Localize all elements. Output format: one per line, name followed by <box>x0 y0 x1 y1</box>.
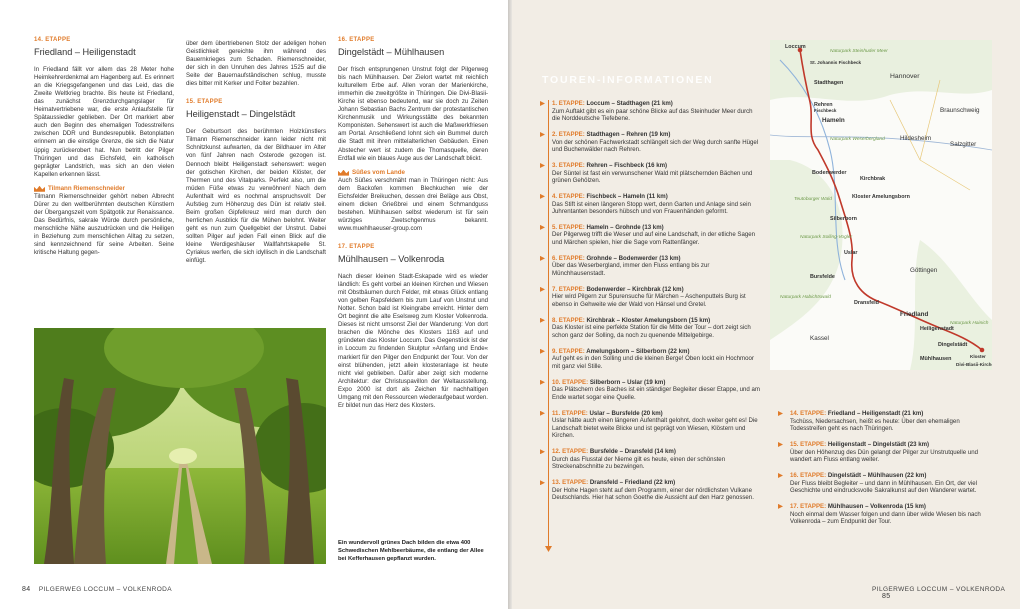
left-page <box>0 0 508 609</box>
stage-item-route: Grohnde – Bodenwerder (13 km) <box>586 254 681 262</box>
running-title: PILGERWEG LOCCUM – VOLKENRODA <box>38 586 173 593</box>
stage-item-route: Silberborn – Uslar (19 km) <box>589 378 666 386</box>
stage-bullet-icon <box>540 256 545 261</box>
svg-text:Kirchbrak: Kirchbrak <box>860 176 886 182</box>
stage-item-label: 8. ETAPPE: <box>552 316 585 324</box>
svg-text:Mühlhausen: Mühlhausen <box>920 356 952 362</box>
column-1 <box>34 36 174 257</box>
body-text-continued: über dem übertriebenen Stolz der adeligen hohen Geistlichkeit gereichte ihm während des Bauernkrieges zum Schaden. Riemenschneider, der sich in den Unruhen des Jahres 1525 auf die Seite der Bauernaufständischen schlug, musste dies bitter mit Kerker und Folter bezahlen. <box>186 40 326 88</box>
stage-item-text: Von der schönen Fachwerkstadt schlängelt sich der Weg durch sanfte Hügel und Buchenwälder nach Rehren. <box>552 138 759 154</box>
stage-item-text: Das Stift ist einen längeren Stopp wert, denn Garten und Anlage sind sein Juhrentanten besonders hübsch und von Frauenhänden geformt. <box>552 200 751 216</box>
stage-item-route: Fischbeck – Hameln (11 km) <box>586 192 668 200</box>
photo-caption: Ein wundervoll grünes Dach bilden die etwa 400 Schwedischen Mehlbeerbäume, die entlang der Allee bei Kefferhausen gepflanzt wurden. <box>338 540 484 562</box>
tree-alley-photo <box>34 328 326 564</box>
stage-item-title <box>552 193 760 201</box>
stage-item-route: Stadthagen – Rehren (19 km) <box>586 130 671 138</box>
stage-item-text: Über den Höhenzug des Dün gelangt der Pilger zur Unstrutquelle und wandert am Fluss entlang weiter. <box>790 448 979 464</box>
stage-number: 16. ETAPPE <box>338 37 375 43</box>
stage-bullet-icon <box>540 349 545 354</box>
stage-item <box>542 193 760 216</box>
stage-number: 17. ETAPPE <box>338 243 375 250</box>
body-text: Nach dieser kleinen Stadt-Eskapade wird es wieder ländlich: Es geht vorbei an kleinen Kirchen und Wiesen mit Obstbäumen durch Felder, mit etwas Glück entlang von gelben Rapsfeldern bis zum Lauf von Unstrut und Notter. Schon bald ist Kleingrabe erreicht. Hinter dem Ort beginnt die alte Eselsweg zum Kloster Volkenroda. Dieses ist nicht umsonst Ziel der Wanderung: Von dort brachen die Mönche des Klosters 1163 auf und gründeten das Kloster Loccum. Das Gegenstück ist der in Loccum zu findenden Skulptur »Anfang und Ende« markiert für den Pilger den Endpunkt der Tour. Von der einst blühenden, jetzt allein klosteranlage ist heute nicht viel geblieben. Dafür aber zeigt sich moderne Architektur: der Christuspavillon der Weltausstellung. Expo 2000 ist dort als Zeichen für nachhaltigen Umgang mit den Ressourcen wiederaufgebaut worden. Er bildet nun das Herz des Klosters. <box>338 273 488 409</box>
stage-item-route: Mühlhausen – Volkenroda (15 km) <box>827 502 926 510</box>
column-2 <box>186 40 326 265</box>
stage-item-text: Zum Auftakt gibt es ein paar schöne Blicke auf das Steinhuder Meer durch die Norddeutsche Tiefebene. <box>552 107 753 123</box>
stage-item-title <box>552 479 760 487</box>
stage-item <box>542 348 760 371</box>
stage-item-route: Hameln – Grohnde (13 km) <box>586 223 664 231</box>
stage-item <box>542 317 760 340</box>
stage-item-label: 13. ETAPPE: <box>552 479 589 487</box>
stage-item-route: Uslar – Bursfelde (20 km) <box>589 409 663 417</box>
svg-text:Bodenwerder: Bodenwerder <box>812 170 847 176</box>
stage-item-label: 16. ETAPPE: <box>790 471 827 479</box>
stage-bullet-icon <box>778 442 783 447</box>
stage-item-title <box>790 472 990 480</box>
stage-item <box>542 379 760 402</box>
stage-item <box>780 410 990 433</box>
stage-item-label: 11. ETAPPE: <box>552 409 588 417</box>
stage-bullet-icon <box>540 194 545 199</box>
map-label-loccum: Loccum <box>785 44 806 50</box>
stage-item-label: 12. ETAPPE: <box>552 448 589 456</box>
stage-item-title <box>790 410 990 418</box>
stage-bullet-icon <box>540 132 545 137</box>
crown-icon <box>34 186 45 192</box>
stage-item-route: Bodenwerder – Kirchbrak (12 km) <box>586 285 684 293</box>
stage-item <box>542 255 760 278</box>
stage-item <box>542 448 760 471</box>
stage-item-text: Hier wird Pilgern zur Spurensuche für Märchen – Aschenputtels Burg ist ebenso in Gehweite wie der Wald von Hänsel und Gretel. <box>552 293 746 308</box>
map-end-point <box>980 348 985 353</box>
stage-item-title <box>790 503 990 511</box>
svg-text:Dingelstädt: Dingelstädt <box>938 342 968 348</box>
page-number: 85 <box>882 593 891 600</box>
stage-title: Dingelstädt – Mühlhausen <box>338 47 445 58</box>
stage-item-title <box>552 348 760 356</box>
stage-item-label: 9. ETAPPE: <box>552 347 585 355</box>
svg-text:Naturpark Solling-Vogler: Naturpark Solling-Vogler <box>800 235 853 240</box>
stage-bullet-icon <box>540 480 545 485</box>
stage-item <box>542 479 760 502</box>
svg-text:Friedland: Friedland <box>900 311 929 318</box>
svg-text:St. Johannis Fischbeck: St. Johannis Fischbeck <box>810 60 862 65</box>
sub-heading-label: Süßes vom Lande <box>352 168 405 176</box>
svg-text:Kloster: Kloster <box>970 354 986 359</box>
stage-item <box>542 410 760 440</box>
stage-bullet-icon <box>540 163 545 168</box>
stage-item-label: 15. ETAPPE: <box>790 440 827 448</box>
stage-item-title <box>552 410 760 418</box>
stage-title: Heiligenstadt – Dingelstädt <box>186 109 296 120</box>
svg-text:Heiligenstadt: Heiligenstadt <box>920 326 954 332</box>
stage-item <box>542 100 760 123</box>
stage-item <box>780 503 990 526</box>
svg-text:Dransfeld: Dransfeld <box>854 300 879 306</box>
stage-item <box>542 286 760 309</box>
stage-item-label: 2. ETAPPE: <box>552 130 585 138</box>
stage-bullet-icon <box>540 318 545 323</box>
stage-item-title <box>552 162 760 170</box>
stage-item-text: Tschüss, Niedersachsen, heißt es heute: Über den ehemaligen Todesstreifen geht es nach Thüringen. <box>790 417 960 433</box>
stage-item-text: Noch einmal dem Wasser folgen und dann über wilde Wiesen bis nach Volkenroda – zum Endpunkt der Tour. <box>790 510 981 526</box>
page-number: 84 <box>22 586 31 593</box>
folio <box>22 586 172 593</box>
svg-text:Hannover: Hannover <box>890 73 920 80</box>
svg-text:Salzgitter: Salzgitter <box>950 141 977 148</box>
body-text: Der Geburtsort des berühmten Holzkünstlers Tilmann Riemenschneider kann leider nicht mit Schnitzkunst aufwarten, da der Bildhauer im Alter von fünf Jahren nach Osterode gezogen ist. Dennoch bleibt Heiligenstadt sehenswert: wegen der gotischen Kirchen, der beiden Klöster, der Thermen und des Vitalparks. Perfekt also, um die müden Füße etwas zu verwöhnen! Nach dem Aufenthalt wird es nochmal anspruchsvoll: Der Aufstieg zum Höhenzug des Dün ist relativ steil. Beim großen Gipfelkreuz wird man durch den herrlichen Ausblick für die Mühen belohnt. Weiter geht es nun zum Quellgebiet der Unstrut. Dabei sollten Pilger auf jeden Fall einen Blick auf die kleine Werdigeshäuser Wallfahrtskapelle St. Cyriakus werfen, die sich idyllisch in die Landschaft einfügt. <box>186 128 326 265</box>
stage-item-text: Der Pilgerweg trifft die Weser und auf eine Landschaft, in der etliche Sagen und Märchen spielen, hier die Sage vom Rattenfänger. <box>552 231 756 247</box>
svg-text:Bursfelde: Bursfelde <box>810 274 835 280</box>
stage-item <box>542 224 760 247</box>
stage-item-label: 1. ETAPPE: <box>552 100 585 107</box>
stage-number: 14. ETAPPE <box>34 37 71 43</box>
stage-item-route: Heiligenstadt – Dingelstädt (23 km) <box>827 440 930 448</box>
stage-item-route: Kirchbrak – Kloster Amelungsborn (15 km) <box>586 316 711 324</box>
crown-icon <box>338 170 349 176</box>
stage-item-label: 10. ETAPPE: <box>552 378 589 386</box>
stage-item-text: Auf geht es in den Solling und die kleinen Berge! Oben lockt ein Hochmoor mit ganz viel Stille. <box>552 355 754 370</box>
stage-item-text: Der Hohe Hagen steht auf dem Programm, einer der nördlichsten Vulkane Deutschlands. Hier hat schon Goethe die Aussicht auf den Harz genossen. <box>552 486 754 502</box>
stage-item-route: Dingelstädt – Mühlhausen (22 km) <box>827 471 927 479</box>
stage-item <box>542 131 760 154</box>
stage-item-route: Amelungsborn – Silberborn (22 km) <box>586 347 690 355</box>
svg-text:Naturpark Habichtswald: Naturpark Habichtswald <box>780 295 831 300</box>
body-text: In Friedland fällt vor allem das 28 Meter hohe Heimkehrerdenkmal am Hagenberg auf. Es erinnert an die Kriegsgefangenen und das Leid, das die Zweite Weltkrieg brachte. Bis heute ist Friedland, das zunächst Grenzdurchgangslager für Heimatvertriebene war, die erste Anlaufstelle für Spätaussiedler geblieben. Der Ort markiert aber auch den Beginn des ehemaligen Todesstreifens zwischen DDR und Bundesrepublik. Betonplatten erinnern an die einstige Grenze, die sich die Natur üppig zurückerobert hat. Nun betritt der Pilger Thüringen und das Eichsfeld, ein katholisch geprägter Landstrich, was sich an den vielen Kapellen erkennen lässt. <box>34 66 174 178</box>
stage-item-label: 4. ETAPPE: <box>552 192 585 200</box>
svg-text:Rehren: Rehren <box>814 102 833 108</box>
svg-text:Stadthagen: Stadthagen <box>814 80 844 86</box>
stage-item-text: Der Fluss bleibt Begleiter – und dann in Mühlhausen. Ein Ort, der viel Geschichte und eindrucksvolle Sakralkunst auf den Wanderer wartet. <box>790 479 977 495</box>
svg-text:Uslar: Uslar <box>844 250 858 256</box>
column-3 <box>338 36 488 410</box>
stage-item-title <box>552 317 760 325</box>
stage-item-title <box>552 379 760 387</box>
stage-bullet-icon <box>540 225 545 230</box>
svg-text:Silberborn: Silberborn <box>830 216 857 222</box>
stage-item-title <box>552 448 760 456</box>
stage-item-text: Das Kloster ist eine perfekte Station für die Mitte der Tour – dort zeigt sich schon ganz der Solling, da noch zu quenende Mittelgebirge. <box>552 324 751 339</box>
stage-item-label: 3. ETAPPE: <box>552 161 585 169</box>
stage-item-label: 6. ETAPPE: <box>552 254 585 262</box>
stage-item-route: Rehren – Fischbeck (16 km) <box>586 161 668 169</box>
stage-item-text: Der Süntel ist fast ein verwunschener Wald mit plätschernden Bächen und grünen Gehölzen. <box>552 169 753 185</box>
running-title: PILGERWEG LOCCUM – VOLKENRODA <box>872 586 1005 593</box>
stage-bullet-icon <box>540 411 545 416</box>
stage-list-1 <box>542 100 760 510</box>
sub-heading <box>338 169 488 177</box>
svg-text:Teutoburger Wald: Teutoburger Wald <box>794 197 832 202</box>
stage-item-text: Das Plätschern des Baches ist ein ständiger Begleiter dieser Etappe, und am Ende wartet sogar eine Quelle. <box>552 386 760 401</box>
stage-item <box>780 441 990 464</box>
folio <box>872 586 1020 600</box>
svg-text:Göttingen: Göttingen <box>910 267 938 274</box>
stage-bullet-icon <box>778 411 783 416</box>
stage-item-text: Durch das Flusstal der Nieme gilt es heute, einen der schönsten Streckenabschnitte zu bezwingen. <box>552 455 726 471</box>
sub-heading <box>34 185 174 193</box>
stage-item-text: Über das Weserbergland, immer den Fluss entlang bis zur Münchhausenstadt. <box>552 262 710 278</box>
tour-info-heading: TOUREN-INFORMATIONEN <box>542 74 714 86</box>
svg-text:Kassel: Kassel <box>810 335 829 342</box>
stage-bullet-icon <box>540 380 545 385</box>
stage-item-text: Uslar hätte auch einen längeren Aufenthalt gelohnt, doch weiter geht es! Die Landschaft bietet weite Blicke und ist geprägt von Wiesen, Klöstern und Kirchen. <box>552 417 758 440</box>
stage-bullet-icon <box>778 473 783 478</box>
stage-item-label: 14. ETAPPE: <box>790 410 827 417</box>
svg-text:Naturpark Hainich: Naturpark Hainich <box>950 321 989 326</box>
svg-text:Kloster Amelungsborn: Kloster Amelungsborn <box>852 194 910 200</box>
route-map <box>770 40 992 370</box>
svg-text:Hameln: Hameln <box>822 117 845 124</box>
svg-text:Braunschweig: Braunschweig <box>940 107 980 114</box>
stage-item-title <box>552 224 760 232</box>
stage-item-route: Loccum – Stadthagen (21 km) <box>586 100 673 107</box>
stage-item-label: 5. ETAPPE: <box>552 223 585 231</box>
stage-item-route: Dransfeld – Friedland (22 km) <box>589 479 676 487</box>
stage-bullet-icon <box>540 449 545 454</box>
stage-number: 15. ETAPPE <box>186 99 223 106</box>
stage-item-title <box>552 100 760 108</box>
svg-text:Naturpark Weserbergland: Naturpark Weserbergland <box>830 137 885 142</box>
stage-bullet-icon <box>778 504 783 509</box>
stage-title: Friedland – Heiligenstadt <box>34 47 136 58</box>
stage-item-label: 7. ETAPPE: <box>552 285 585 293</box>
stage-list-2 <box>780 410 990 534</box>
sub-body-text: Tilmann Riemenschneider gehört neben Albrecht Dürer zu den weltberühmten deutschen Künstlern der Übergangszeit vom Spätgotik zur Renaissance. Das Bedürfnis, sakrale Würde durch persönliche, menschliche Nähe auszudrücken und die Heiligen in Beziehung zum menschlichen Alltag zu setzen, sind kennzeichnend für seine Arbeiten. Seine kritische Haltung gegen- <box>34 192 174 257</box>
body-text: Der frisch entsprungenen Unstrut folgt der Pilgerweg bis nach Mühlhausen. Der Zielort wartet mit reichlich kulturellem Erbe auf. Allen voran der Marienkirche, immerhin die zweitgrößte in Thüringen. Die Divi-Blasii-Kirche ist ebenso bedeutend, war sie doch zu Zeiten Johann Sebastian Bachs Zentrum der protestantischen Kirchenmusik und Wirkungsstätte des bekannten Komponisten. Sehenswert ist auch die Maßwerkfriesen am Portal. Anschließend lohnt sich ein Bummel durch die Stadt mit ihren mittelalterlichen Gebäuden. Einen Abstecher wert ist zudem die Thomasquelle, deren Erdfall wie ein blaues Auge aus der Landschaft blickt. <box>338 66 488 162</box>
stage-item-route: Friedland – Heiligenstadt (21 km) <box>827 410 924 417</box>
stage-item-title <box>552 255 760 263</box>
stage-bullet-icon <box>540 101 545 106</box>
stage-item <box>542 162 760 185</box>
svg-text:Fischbeck: Fischbeck <box>814 108 837 113</box>
stage-bullet-icon <box>540 287 545 292</box>
stage-item-route: Bursfelde – Dransfeld (14 km) <box>589 448 676 456</box>
svg-text:Hildesheim: Hildesheim <box>900 135 932 142</box>
sub-heading-label: Tilmann Riemenschneider <box>48 184 125 192</box>
stage-title: Mühlhausen – Volkenroda <box>338 254 445 265</box>
stage-item-title <box>552 286 760 294</box>
stage-item-title <box>552 131 760 139</box>
svg-text:Divi-Blasii-Kirche: Divi-Blasii-Kirche <box>956 362 992 367</box>
svg-text:Naturpark Steinhuder Meer: Naturpark Steinhuder Meer <box>830 49 888 54</box>
stage-item <box>780 472 990 495</box>
stage-item-label: 17. ETAPPE: <box>790 502 827 510</box>
stage-item-title <box>790 441 990 449</box>
sub-body-text: Auch Süßes verschmäht man in Thüringen nicht: Aus dem Backofen kommen Blechkuchen wie der Eichsfelder Breikuchen, dessen drei Beläge aus Obst, einem dicken Grießbrei und einem Schmandguss bestehen. Mühlhausen selbst wiederum ist für sein würziges Zwetschgenmus bekannt. www.muehlhaeuser-group.com <box>338 176 488 232</box>
